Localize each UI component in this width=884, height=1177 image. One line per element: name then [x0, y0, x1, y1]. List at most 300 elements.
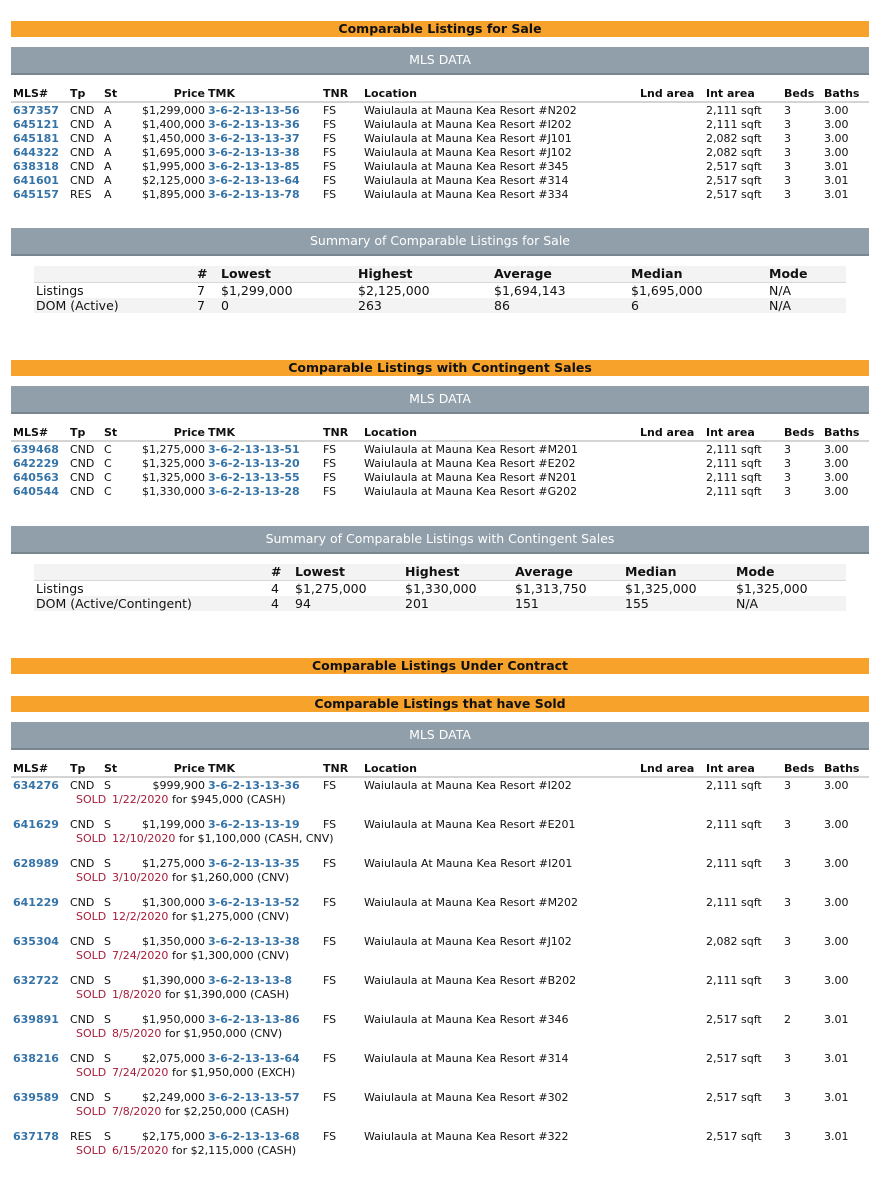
cell-st: C: [104, 457, 112, 470]
sold-info: [11, 832, 869, 846]
summary-column-header: Average: [494, 266, 552, 281]
cell-int: 2,111 sqft: [706, 857, 762, 870]
sold-date: 7/24/2020: [112, 949, 169, 962]
cell-st: C: [104, 443, 112, 456]
cell-tp: CND: [70, 779, 95, 792]
cell-tp: CND: [70, 974, 95, 987]
cell-tp: CND: [70, 160, 95, 173]
cell-st: A: [104, 174, 112, 187]
column-header-mls: MLS#: [13, 426, 49, 439]
tmk-link[interactable]: 3-6-2-13-13-64: [208, 174, 300, 187]
table-row: [11, 896, 869, 910]
sold-date: 3/10/2020: [112, 871, 169, 884]
cell-price: $1,299,000: [142, 104, 205, 117]
tmk-link[interactable]: 3-6-2-13-13-85: [208, 160, 300, 173]
column-header-beds: Beds: [784, 426, 815, 439]
summary-cell: $1,313,750: [515, 581, 587, 596]
tmk-link[interactable]: 3-6-2-13-13-64: [208, 1052, 300, 1065]
tmk-link[interactable]: 3-6-2-13-13-35: [208, 857, 300, 870]
tmk-link[interactable]: 3-6-2-13-13-38: [208, 146, 300, 159]
cell-tnr: FS: [323, 896, 337, 909]
summary-cell: $1,694,143: [494, 283, 566, 298]
cell-baths: 3.00: [824, 471, 849, 484]
summary-cell: 94: [295, 596, 311, 611]
sold-date: 1/8/2020: [112, 988, 162, 1001]
mls-link[interactable]: 637178: [13, 1130, 59, 1143]
mls-link[interactable]: 640563: [13, 471, 59, 484]
column-header-tp: Tp: [70, 762, 86, 775]
summary-cell: 6: [631, 298, 639, 313]
cell-location: Waiulaula at Mauna Kea Resort #J102: [364, 146, 572, 159]
sold-date: 7/24/2020: [112, 1066, 169, 1079]
sold-label: SOLD: [76, 1144, 107, 1157]
summary-cell: 151: [515, 596, 539, 611]
tmk-link[interactable]: 3-6-2-13-13-20: [208, 457, 300, 470]
table-row: [11, 935, 869, 949]
column-header-st: St: [104, 87, 118, 100]
cell-baths: 3.00: [824, 132, 849, 145]
cell-price: $1,300,000: [142, 896, 205, 909]
cell-tnr: FS: [323, 1130, 337, 1143]
cell-price: $1,390,000: [142, 974, 205, 987]
summary-column-header: Highest: [405, 564, 460, 579]
table-row: [11, 818, 869, 832]
table-row: [11, 443, 869, 457]
sold-label: SOLD: [76, 910, 107, 923]
cell-beds: 3: [784, 935, 791, 948]
sold-label: SOLD: [76, 1027, 107, 1040]
cell-tp: RES: [70, 1130, 92, 1143]
cell-price: $999,900: [152, 779, 205, 792]
summary-cell: 4: [271, 596, 279, 611]
mls-link[interactable]: 639891: [13, 1013, 59, 1026]
cell-st: S: [104, 896, 111, 909]
column-header-tnr: TNR: [323, 762, 349, 775]
cell-beds: 3: [784, 104, 791, 117]
table-row: [11, 471, 869, 485]
sold-detail: for $2,250,000 (CASH): [165, 1105, 290, 1118]
cell-tp: RES: [70, 188, 92, 201]
cell-tnr: FS: [323, 974, 337, 987]
table-row: [11, 188, 869, 202]
cell-tnr: FS: [323, 443, 337, 456]
column-header-beds: Beds: [784, 87, 815, 100]
cell-int: 2,517 sqft: [706, 1013, 762, 1026]
tmk-link[interactable]: 3-6-2-13-13-78: [208, 188, 300, 201]
column-header-tmk: TMK: [208, 87, 235, 100]
cell-tp: CND: [70, 443, 95, 456]
table-row: [11, 974, 869, 988]
table-row: [11, 857, 869, 871]
summary-row-label: DOM (Active/Contingent): [36, 596, 192, 611]
table-row: [11, 174, 869, 188]
tmk-link[interactable]: 3-6-2-13-13-56: [208, 104, 300, 117]
mls-link[interactable]: 641229: [13, 896, 59, 909]
cell-tnr: FS: [323, 1052, 337, 1065]
table-row: [11, 146, 869, 160]
cell-baths: 3.00: [824, 974, 849, 987]
mls-link[interactable]: 638216: [13, 1052, 59, 1065]
cell-int: 2,082 sqft: [706, 146, 762, 159]
cell-location: Waiulaula At Mauna Kea Resort #I201: [364, 857, 573, 870]
cell-st: S: [104, 1052, 111, 1065]
table-row: [11, 1013, 869, 1027]
cell-st: A: [104, 160, 112, 173]
cell-int: 2,517 sqft: [706, 188, 762, 201]
tmk-link[interactable]: 3-6-2-13-13-68: [208, 1130, 300, 1143]
cell-beds: 3: [784, 485, 791, 498]
tmk-link[interactable]: 3-6-2-13-13-51: [208, 443, 300, 456]
cell-tp: CND: [70, 1091, 95, 1104]
summary-cell: 0: [221, 298, 229, 313]
cell-beds: 3: [784, 118, 791, 131]
table-row: [11, 104, 869, 118]
mls-link[interactable]: 641629: [13, 818, 59, 831]
sold-label: SOLD: [76, 793, 107, 806]
section-title-under-contract: Comparable Listings Under Contract: [11, 658, 869, 674]
sold-detail: for $1,950,000 (EXCH): [172, 1066, 296, 1079]
cell-tnr: FS: [323, 132, 337, 145]
cell-beds: 3: [784, 146, 791, 159]
column-header-baths: Baths: [824, 762, 860, 775]
cell-tp: CND: [70, 935, 95, 948]
mls-link[interactable]: 644322: [13, 146, 59, 159]
cell-baths: 3.00: [824, 485, 849, 498]
mls-data-banner: MLS DATA: [11, 722, 869, 750]
cell-price: $1,199,000: [142, 818, 205, 831]
table-row: [11, 132, 869, 146]
column-header-tnr: TNR: [323, 426, 349, 439]
cell-st: S: [104, 935, 111, 948]
sold-detail: for $1,100,000 (CASH, CNV): [179, 832, 334, 845]
tmk-link[interactable]: 3-6-2-13-13-55: [208, 471, 300, 484]
cell-tp: CND: [70, 146, 95, 159]
cell-int: 2,111 sqft: [706, 818, 762, 831]
cell-int: 2,082 sqft: [706, 935, 762, 948]
cell-tp: CND: [70, 118, 95, 131]
sold-date: 7/8/2020: [112, 1105, 162, 1118]
summary-row: [34, 596, 846, 611]
cell-st: S: [104, 818, 111, 831]
cell-price: $2,175,000: [142, 1130, 205, 1143]
cell-tp: CND: [70, 1013, 95, 1026]
column-header-int: Int area: [706, 87, 755, 100]
cell-tp: CND: [70, 174, 95, 187]
cell-int: 2,111 sqft: [706, 471, 762, 484]
mls-link[interactable]: 645181: [13, 132, 59, 145]
cell-beds: 2: [784, 1013, 791, 1026]
tmk-link[interactable]: 3-6-2-13-13-19: [208, 818, 300, 831]
cell-beds: 3: [784, 188, 791, 201]
cell-baths: 3.01: [824, 160, 849, 173]
column-header-location: Location: [364, 426, 417, 439]
sold-detail: for $1,275,000 (CNV): [172, 910, 290, 923]
cell-baths: 3.01: [824, 1130, 849, 1143]
cell-int: 2,517 sqft: [706, 1052, 762, 1065]
column-header-tnr: TNR: [323, 87, 349, 100]
cell-tnr: FS: [323, 104, 337, 117]
summary-cell: $1,275,000: [295, 581, 367, 596]
summary-header: [34, 266, 846, 283]
mls-link[interactable]: 637357: [13, 104, 59, 117]
mls-link[interactable]: 645157: [13, 188, 59, 201]
section-title-sold: Comparable Listings that have Sold: [11, 696, 869, 712]
cell-price: $1,325,000: [142, 471, 205, 484]
tmk-link[interactable]: 3-6-2-13-13-36: [208, 118, 300, 131]
summary-column-header: Median: [631, 266, 683, 281]
cell-baths: 3.00: [824, 779, 849, 792]
sold-date: 12/2/2020: [112, 910, 169, 923]
cell-price: $1,275,000: [142, 443, 205, 456]
column-header-baths: Baths: [824, 87, 860, 100]
sold-info: [11, 988, 869, 1002]
cell-beds: 3: [784, 443, 791, 456]
cell-st: A: [104, 146, 112, 159]
summary-row-label: DOM (Active): [36, 298, 119, 313]
cell-int: 2,111 sqft: [706, 974, 762, 987]
cell-beds: 3: [784, 974, 791, 987]
column-header-int: Int area: [706, 762, 755, 775]
sold-detail: for $1,390,000 (CASH): [165, 988, 290, 1001]
cell-st: A: [104, 132, 112, 145]
sold-detail: for $945,000 (CASH): [172, 793, 286, 806]
tmk-link[interactable]: 3-6-2-13-13-86: [208, 1013, 300, 1026]
cell-tp: CND: [70, 485, 95, 498]
mls-link[interactable]: 634276: [13, 779, 59, 792]
cell-price: $1,400,000: [142, 118, 205, 131]
table-header: [11, 87, 869, 103]
tmk-link[interactable]: 3-6-2-13-13-8: [208, 974, 293, 987]
summary-column-header: Lowest: [295, 564, 345, 579]
cell-int: 2,517 sqft: [706, 160, 762, 173]
cell-int: 2,517 sqft: [706, 1130, 762, 1143]
mls-link[interactable]: 641601: [13, 174, 59, 187]
cell-int: 2,111 sqft: [706, 896, 762, 909]
table-row: [11, 779, 869, 793]
summary-row-label: Listings: [36, 581, 84, 596]
mls-link[interactable]: 640544: [13, 485, 59, 498]
cell-location: Waiulaula at Mauna Kea Resort #346: [364, 1013, 569, 1026]
cell-tnr: FS: [323, 471, 337, 484]
summary-column-header: Median: [625, 564, 677, 579]
cell-beds: 3: [784, 174, 791, 187]
cell-int: 2,111 sqft: [706, 457, 762, 470]
cell-int: 2,517 sqft: [706, 174, 762, 187]
cell-st: A: [104, 118, 112, 131]
cell-tnr: FS: [323, 485, 337, 498]
table-row: [11, 160, 869, 174]
table-row: [11, 457, 869, 471]
cell-price: $2,249,000: [142, 1091, 205, 1104]
mls-link[interactable]: 632722: [13, 974, 59, 987]
cell-st: S: [104, 857, 111, 870]
cell-tnr: FS: [323, 160, 337, 173]
cell-location: Waiulaula at Mauna Kea Resort #334: [364, 188, 569, 201]
cell-tp: CND: [70, 818, 95, 831]
summary-cell: 201: [405, 596, 429, 611]
summary-column-header: #: [271, 564, 282, 579]
tmk-link[interactable]: 3-6-2-13-13-38: [208, 935, 300, 948]
column-header-lnd: Lnd area: [640, 762, 695, 775]
tmk-link[interactable]: 3-6-2-13-13-36: [208, 779, 300, 792]
cell-st: S: [104, 779, 111, 792]
sold-info: [11, 1027, 869, 1041]
cell-st: C: [104, 485, 112, 498]
column-header-tp: Tp: [70, 426, 86, 439]
column-header-tmk: TMK: [208, 762, 235, 775]
cell-location: Waiulaula at Mauna Kea Resort #G202: [364, 485, 578, 498]
table-row: [11, 118, 869, 132]
cell-beds: 3: [784, 818, 791, 831]
cell-location: Waiulaula at Mauna Kea Resort #N202: [364, 104, 577, 117]
cell-location: Waiulaula at Mauna Kea Resort #N201: [364, 471, 577, 484]
sold-date: 12/10/2020: [112, 832, 176, 845]
sold-label: SOLD: [76, 832, 107, 845]
cell-tp: CND: [70, 471, 95, 484]
cell-price: $1,350,000: [142, 935, 205, 948]
cell-st: S: [104, 974, 111, 987]
cell-st: A: [104, 188, 112, 201]
cell-tnr: FS: [323, 188, 337, 201]
mls-link[interactable]: 642229: [13, 457, 59, 470]
cell-tnr: FS: [323, 174, 337, 187]
cell-price: $1,950,000: [142, 1013, 205, 1026]
cell-location: Waiulaula at Mauna Kea Resort #345: [364, 160, 569, 173]
summary-header: [34, 564, 846, 581]
tmk-link[interactable]: 3-6-2-13-13-28: [208, 485, 300, 498]
summary-row: [34, 298, 846, 313]
cell-beds: 3: [784, 160, 791, 173]
column-header-price: Price: [173, 762, 205, 775]
cell-tnr: FS: [323, 118, 337, 131]
summary-cell: $1,325,000: [736, 581, 808, 596]
mls-link[interactable]: 638318: [13, 160, 59, 173]
tmk-link[interactable]: 3-6-2-13-13-52: [208, 896, 300, 909]
cell-int: 2,111 sqft: [706, 118, 762, 131]
cell-beds: 3: [784, 1091, 791, 1104]
cell-tnr: FS: [323, 457, 337, 470]
mls-link[interactable]: 628989: [13, 857, 59, 870]
mls-link[interactable]: 639589: [13, 1091, 59, 1104]
tmk-link[interactable]: 3-6-2-13-13-57: [208, 1091, 300, 1104]
table-row: [11, 485, 869, 499]
column-header-mls: MLS#: [13, 762, 49, 775]
cell-tp: CND: [70, 1052, 95, 1065]
cell-int: 2,111 sqft: [706, 485, 762, 498]
cell-beds: 3: [784, 857, 791, 870]
cell-baths: 3.01: [824, 188, 849, 201]
table-header: [11, 426, 869, 442]
cell-beds: 3: [784, 1130, 791, 1143]
cell-tp: CND: [70, 896, 95, 909]
mls-link[interactable]: 645121: [13, 118, 59, 131]
table-header: [11, 762, 869, 778]
cell-price: $1,325,000: [142, 457, 205, 470]
cell-location: Waiulaula at Mauna Kea Resort #I202: [364, 779, 572, 792]
cell-beds: 3: [784, 457, 791, 470]
summary-cell: $1,325,000: [625, 581, 697, 596]
summary-column-header: #: [197, 266, 208, 281]
summary-cell: 4: [271, 581, 279, 596]
cell-baths: 3.00: [824, 818, 849, 831]
sold-label: SOLD: [76, 949, 107, 962]
cell-int: 2,111 sqft: [706, 443, 762, 456]
sold-label: SOLD: [76, 1105, 107, 1118]
summary-column-header: Mode: [736, 564, 775, 579]
cell-location: Waiulaula at Mauna Kea Resort #E201: [364, 818, 576, 831]
table-row: [11, 1130, 869, 1144]
sold-info: [11, 949, 869, 963]
summary-column-header: Lowest: [221, 266, 271, 281]
summary-row: [34, 581, 846, 596]
summary-row-label: Listings: [36, 283, 84, 298]
cell-location: Waiulaula at Mauna Kea Resort #I202: [364, 118, 572, 131]
sold-detail: for $1,300,000 (CNV): [172, 949, 290, 962]
mls-link[interactable]: 635304: [13, 935, 59, 948]
mls-link[interactable]: 639468: [13, 443, 59, 456]
cell-baths: 3.00: [824, 857, 849, 870]
cell-location: Waiulaula at Mauna Kea Resort #E202: [364, 457, 576, 470]
cell-tp: CND: [70, 857, 95, 870]
cell-location: Waiulaula at Mauna Kea Resort #314: [364, 174, 569, 187]
cell-int: 2,111 sqft: [706, 104, 762, 117]
cell-price: $2,075,000: [142, 1052, 205, 1065]
cell-baths: 3.00: [824, 146, 849, 159]
cell-tnr: FS: [323, 1013, 337, 1026]
column-header-tmk: TMK: [208, 426, 235, 439]
cell-baths: 3.00: [824, 935, 849, 948]
column-header-lnd: Lnd area: [640, 426, 695, 439]
summary-cell: N/A: [736, 596, 759, 611]
cell-tp: CND: [70, 457, 95, 470]
cell-price: $2,125,000: [142, 174, 205, 187]
cell-location: Waiulaula at Mauna Kea Resort #J101: [364, 132, 572, 145]
column-header-location: Location: [364, 762, 417, 775]
sold-detail: for $1,260,000 (CNV): [172, 871, 290, 884]
table-row: [11, 1091, 869, 1105]
sold-date: 1/22/2020: [112, 793, 169, 806]
cell-location: Waiulaula at Mauna Kea Resort #B202: [364, 974, 577, 987]
column-header-mls: MLS#: [13, 87, 49, 100]
mls-data-banner: MLS DATA: [11, 47, 869, 75]
cell-tnr: FS: [323, 1091, 337, 1104]
cell-baths: 3.00: [824, 896, 849, 909]
summary-column-header: Average: [515, 564, 573, 579]
tmk-link[interactable]: 3-6-2-13-13-37: [208, 132, 300, 145]
sold-label: SOLD: [76, 871, 107, 884]
cell-baths: 3.00: [824, 118, 849, 131]
cell-beds: 3: [784, 132, 791, 145]
section-title-for-sale: Comparable Listings for Sale: [11, 21, 869, 37]
cell-int: 2,082 sqft: [706, 132, 762, 145]
summary-column-header: Mode: [769, 266, 808, 281]
sold-info: [11, 1105, 869, 1119]
sold-info: [11, 793, 869, 807]
table-row: [11, 1052, 869, 1066]
cell-tnr: FS: [323, 818, 337, 831]
cell-st: A: [104, 104, 112, 117]
summary-column-header: Highest: [358, 266, 413, 281]
column-header-int: Int area: [706, 426, 755, 439]
cell-baths: 3.01: [824, 174, 849, 187]
cell-tnr: FS: [323, 146, 337, 159]
column-header-st: St: [104, 762, 118, 775]
column-header-lnd: Lnd area: [640, 87, 695, 100]
cell-beds: 3: [784, 471, 791, 484]
cell-st: S: [104, 1130, 111, 1143]
cell-price: $1,995,000: [142, 160, 205, 173]
sold-detail: for $2,115,000 (CASH): [172, 1144, 297, 1157]
